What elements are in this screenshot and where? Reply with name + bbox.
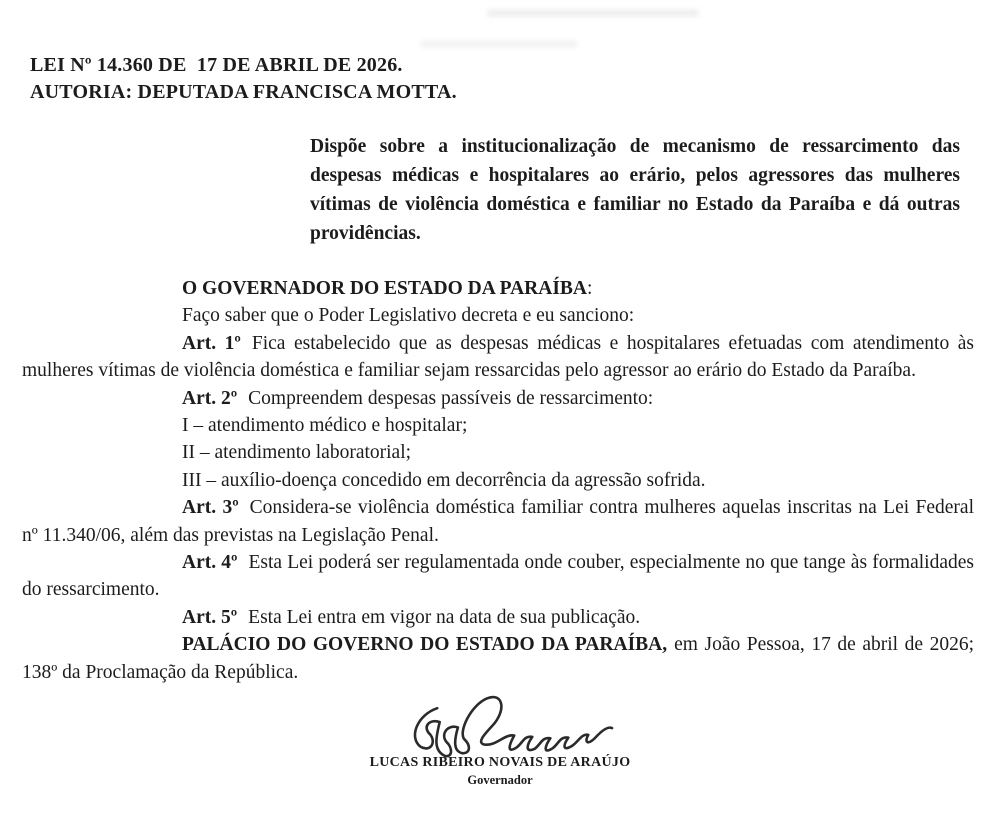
article-2-item-2: II – atendimento laboratorial;: [182, 442, 412, 464]
article-2-item-1: I – atendimento médico e hospitalar;: [182, 415, 468, 437]
governor-colon: :: [587, 278, 593, 299]
scan-artifact: [420, 40, 578, 48]
document-header: [30, 52, 970, 106]
governor-title: O GOVERNADOR DO ESTADO DA PARAÍBA: [182, 278, 588, 299]
signature-block: [0, 690, 1000, 789]
law-number-line: LEI Nº 14.360 DE 17 DE ABRIL DE 2026.: [30, 54, 403, 76]
preamble-enacting-clause: Faço saber que o Poder Legislativo decreta e eu sanciono:: [182, 305, 635, 327]
article-3-text: Considera-se violência doméstica familiar contra mulheres aquelas inscritas na Lei Federal nº 11.340/06, além das previstas na Legislação Penal.: [22, 497, 974, 546]
article-4-text: Esta Lei poderá ser regulamentada onde couber, especialmente no que tange às formalidades do ressarcimento.: [22, 552, 974, 601]
article-2-text: Compreendem despesas passíveis de ressarcimento:: [248, 387, 654, 409]
ementa-summary: Dispõe sobre a institucionalização de mecanismo de ressarcimento das despesas médicas e hospitalares ao erário, pelos agressores das mulheres vítimas de violência doméstica e familiar no Estado da Paraíba e dá outras providências.: [310, 136, 960, 244]
closing-enactment-line: [22, 631, 974, 686]
signatory-name: LUCAS RIBEIRO NOVAIS DE ARAÚJO: [369, 755, 631, 771]
article-1-text: Fica estabelecido que as despesas médicas e hospitalares efetuadas com atendimento às mulheres vítimas de violência doméstica e familiar sejam ressarcidas pelo agressor ao erário do Estado da Paraíba.: [22, 332, 975, 382]
scan-artifact: [487, 9, 699, 17]
article-3-label: Art. 3º: [182, 497, 239, 519]
article-2-label: Art. 2º: [182, 387, 238, 409]
authorship-line: AUTORIA: DEPUTADA FRANCISCA MOTTA.: [30, 81, 457, 103]
article-1: [22, 330, 974, 385]
article-4-label: Art. 4º: [182, 552, 238, 574]
article-3: [22, 494, 974, 549]
closing-date-text: em João Pessoa, 17 de abril de 2026; 138º da Proclamação da República.: [22, 634, 974, 683]
signatory-role: Governador: [467, 773, 533, 788]
article-2-item-3: III – auxílio-doença concedido em decorrência da agressão sofrida.: [182, 469, 706, 491]
handwritten-signature-icon: [359, 685, 642, 773]
article-2: [22, 385, 974, 412]
article-1-label: Art. 1º: [182, 332, 241, 354]
article-5-label: Art. 5º: [182, 606, 238, 628]
article-5-text: Esta Lei entra em vigor na data de sua publicação.: [248, 606, 641, 628]
article-5: [22, 604, 974, 631]
palace-name: PALÁCIO DO GOVERNO DO ESTADO DA PARAÍBA,: [182, 634, 668, 656]
article-4: [22, 549, 974, 604]
preamble-governor: [22, 275, 974, 302]
